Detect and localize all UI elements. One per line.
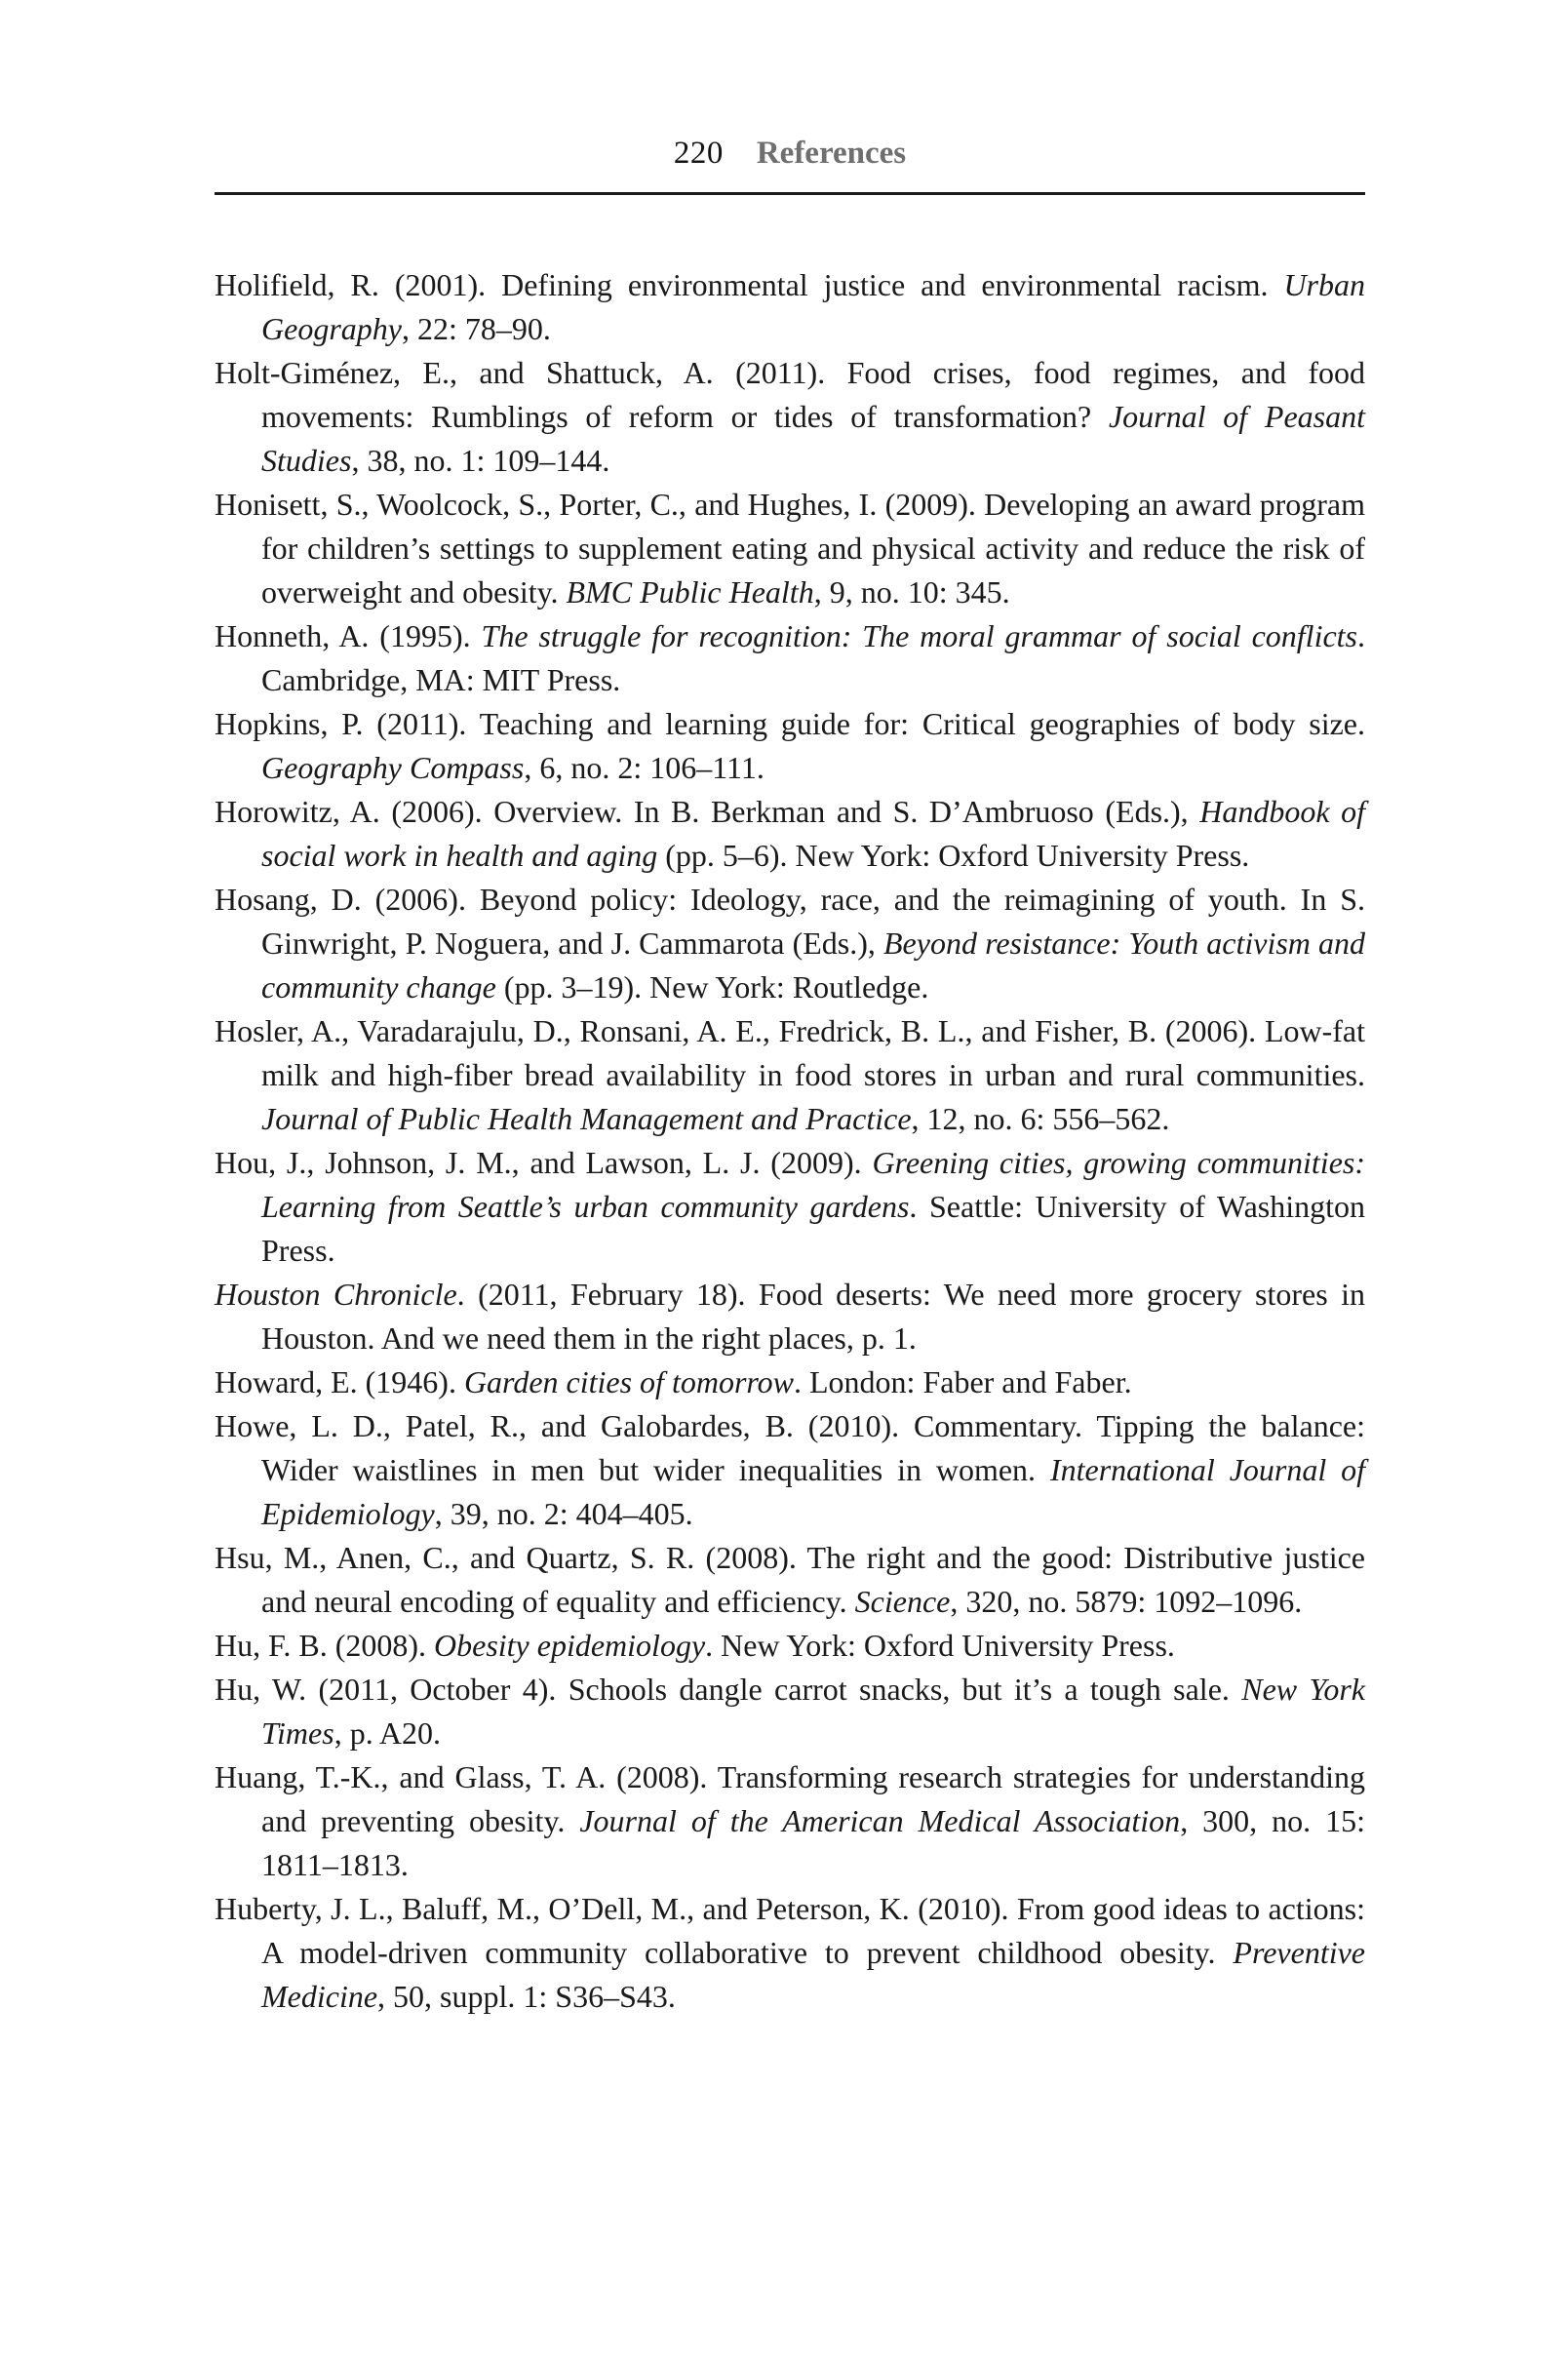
reference-text: Howard, E. (1946). [215,1364,464,1399]
reference-italic-text: Journal of the American Medical Association [579,1803,1181,1838]
reference-text: , 6, no. 2: 106–111. [524,750,764,785]
reference-text: Holifield, R. (2001). Defining environmental justice and environmental racism. [215,267,1284,302]
reference-entry [215,702,1365,790]
reference-text: , 320, no. 5879: 1092–1096. [950,1584,1303,1619]
reference-text: Howe, L. D., Patel, R., and Galobardes, B. (2010). Commentary. Tipping the balance: Wider waistlines in men but wider inequalities in women. [215,1408,1365,1487]
reference-text: Horowitz, A. (2006). Overview. In B. Berkman and S. D’Ambruoso (Eds.), [215,794,1200,829]
reference-italic-text: Handbook of social work in health and aging [261,794,1366,873]
reference-text: Hosler, A., Varadarajulu, D., Ronsani, A. E., Fredrick, B. L., and Fisher, B. (2006). Low-fat milk and high-fiber bread availability in food stores in urban and rural communities. [215,1013,1365,1092]
reference-text: . New York: Oxford University Press. [705,1628,1175,1663]
reference-text: . Cambridge, MA: MIT Press. [261,618,1366,697]
reference-text: Hu, F. B. (2008). [215,1628,434,1663]
reference-text: , 12, no. 6: 556–562. [911,1101,1170,1136]
reference-entry [215,1404,1365,1536]
text-column [215,0,1365,2019]
running-head [215,135,1365,172]
reference-text: , p. A20. [333,1715,442,1751]
reference-text: . (2011, February 18). Food deserts: We need more grocery stores in Houston. And we need them in the right places, p. 1. [261,1277,1365,1356]
reference-italic-text: New York Times [261,1672,1366,1751]
reference-text: , 300, no. 15: 1811–1813. [261,1803,1366,1882]
reference-entry [215,1887,1365,2019]
reference-entry [215,1141,1365,1273]
reference-text: Hu, W. (2011, October 4). Schools dangle carrot snacks, but it’s a tough sale. [215,1672,1242,1707]
reference-entry [215,1536,1365,1624]
reference-italic-text: International Journal of Epidemiology [261,1452,1366,1531]
reference-entry [215,1273,1365,1360]
reference-italic-text: Geography Compass [261,750,525,785]
reference-entry [215,483,1365,614]
reference-text: , 9, no. 10: 345. [813,574,1010,610]
reference-italic-text: Science [854,1584,951,1619]
reference-text: Huang, T.-K., and Glass, T. A. (2008). Transforming research strategies for understanding and preventing obesity. [215,1759,1365,1838]
reference-entry [215,1360,1365,1404]
reference-entry [215,614,1365,702]
reference-text: , 39, no. 2: 404–405. [434,1496,693,1531]
reference-entry [215,1009,1365,1141]
reference-text: Hou, J., Johnson, J. M., and Lawson, L. J. (2009). [215,1145,873,1180]
reference-entry [215,878,1365,1009]
reference-italic-text: Urban Geography [261,267,1365,346]
reference-text: Hsu, M., Anen, C., and Quartz, S. R. (2008). The right and the good: Distributive justice and neural encoding of equality and efficiency. [215,1540,1365,1619]
header-rule [215,192,1365,195]
reference-text: Hopkins, P. (2011). Teaching and learning guide for: Critical geographies of body size. [215,706,1365,741]
reference-text: , 38, no. 1: 109–144. [351,443,610,478]
reference-text: Honisett, S., Woolcock, S., Porter, C., and Hughes, I. (2009). Developing an award program for children’s settings to supplement eating and physical activity and reduce the risk of overweight and obesity. [215,487,1365,610]
reference-text: . Seattle: University of Washington Press. [261,1189,1366,1268]
reference-entry [215,263,1365,351]
reference-text: Hosang, D. (2006). Beyond policy: Ideology, race, and the reimagining of youth. In S. Ginwright, P. Noguera, and J. Cammarota (Eds.), [215,882,1365,961]
reference-italic-text: Journal of Peasant Studies [261,399,1366,478]
running-head-title: References [756,136,907,171]
reference-text: Huberty, J. L., Baluff, M., O’Dell, M., and Peterson, K. (2010). From good ideas to actions: A model-driven community collaborative to prevent childhood obesity. [215,1891,1365,1970]
reference-italic-text: Preventive Medicine [261,1935,1365,2014]
reference-text: . London: Faber and Faber. [794,1364,1132,1399]
reference-italic-text: Houston Chronicle [215,1277,457,1312]
reference-italic-text: Journal of Public Health Management and Practice [261,1101,912,1136]
reference-entry [215,1624,1365,1668]
reference-text: , 22: 78–90. [401,311,551,346]
reference-text: (pp. 3–19). New York: Routledge. [495,969,929,1004]
reference-italic-text: Obesity epidemiology [434,1628,706,1663]
reference-text: , 50, suppl. 1: S36–S43. [377,1979,676,2014]
reference-italic-text: The struggle for recognition: The moral grammar of social conflicts [481,618,1358,653]
reference-text: Honneth, A. (1995). [215,618,482,653]
reference-entry [215,351,1365,483]
reference-italic-text: Greening cities, growing communities: Learning from Seattle’s urban community gardens [261,1145,1366,1224]
references-list [215,263,1365,2019]
reference-italic-text: Beyond resistance: Youth activism and community change [261,926,1366,1004]
reference-text: (pp. 5–6). New York: Oxford University Press. [657,838,1250,873]
reference-italic-text: BMC Public Health [566,574,814,610]
reference-text: Holt-Giménez, E., and Shattuck, A. (2011). Food crises, food regimes, and food movements: Rumblings of reform or tides of transformation? [215,355,1365,434]
reference-entry [215,790,1365,878]
page-number: 220 [673,136,724,171]
reference-italic-text: Garden cities of tomorrow [463,1364,794,1399]
reference-entry [215,1668,1365,1755]
reference-entry [215,1755,1365,1887]
